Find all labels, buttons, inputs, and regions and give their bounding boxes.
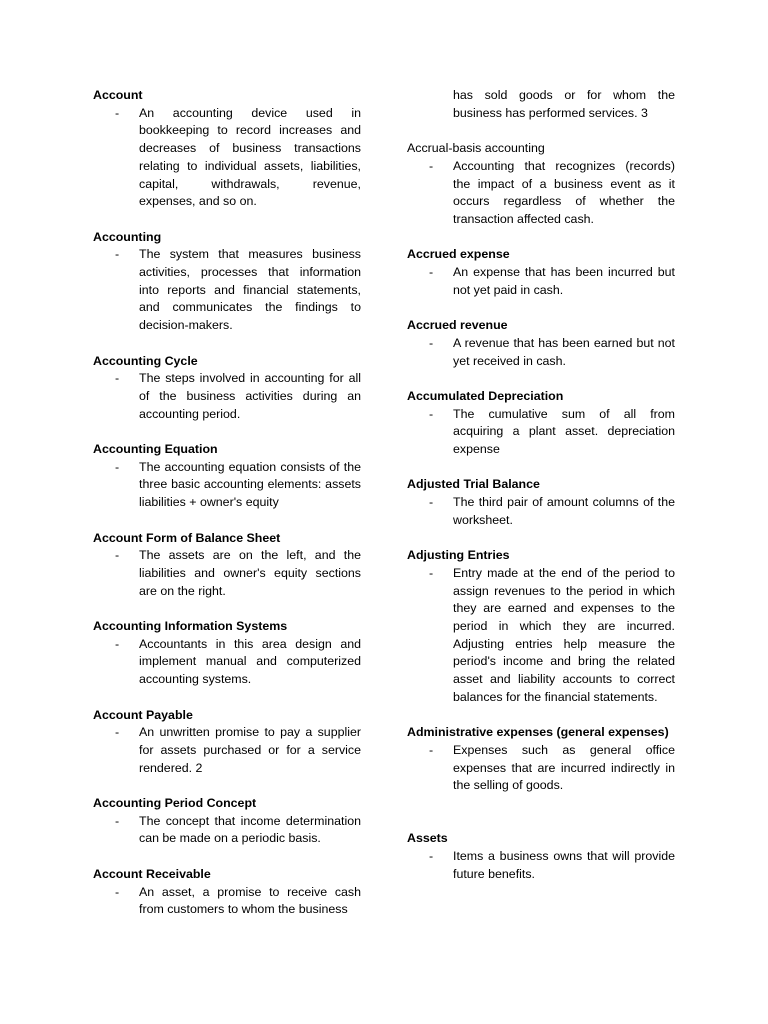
term-heading: Adjusting Entries	[407, 548, 510, 563]
term-heading: Accrued expense	[407, 247, 510, 262]
continued-definition: has sold goods or for whom the business has performed services. 3	[453, 88, 675, 120]
bullet-dash: -	[115, 548, 120, 563]
glossary-entry-adjusting-entries	[407, 547, 675, 706]
glossary-entry-accounting-information-systems	[93, 618, 361, 689]
term-heading: Assets	[407, 831, 448, 846]
glossary-entry-accrued-revenue	[407, 317, 675, 370]
definition-text: Accounting that recognizes (records) the impact of a business event as it occurs regardless of whether the transaction affected cash.	[453, 158, 675, 226]
term-definition	[407, 494, 675, 529]
definition-text: An asset, a promise to receive cash from customers to whom the business	[139, 884, 361, 917]
definition-text: Expenses such as general office expenses that are incurred indirectly in the selling of goods.	[453, 742, 675, 793]
left-column	[93, 87, 361, 937]
definition-text: The system that measures business activities, processes that information into reports and financial statements, and communicates the findings to decision-makers.	[139, 247, 361, 333]
term-definition	[407, 742, 675, 795]
term-definition	[93, 246, 361, 335]
bullet-dash: -	[429, 495, 434, 510]
bullet-dash: -	[429, 335, 434, 350]
term-heading: Accounting Cycle	[93, 353, 198, 368]
glossary-entry-administrative-expenses-general-expenses	[407, 724, 675, 795]
bullet-dash: -	[429, 849, 434, 864]
bullet-dash: -	[429, 565, 434, 580]
glossary-entry-accounting-period-concept	[93, 795, 361, 848]
definition-text: Entry made at the end of the period to assign revenues to the period in which they are earned and expenses to the period in which they are incurred. Adjusting entries help measure the period's income and bring the related asset and liability accounts to correct balances for the financial statements.	[453, 565, 675, 704]
term-definition	[407, 565, 675, 707]
definition-text: The steps involved in accounting for all of the business activities during an accounting period.	[139, 371, 361, 421]
definition-text: An unwritten promise to pay a supplier for assets purchased or for a service rendered. 2	[139, 725, 361, 775]
term-definition	[93, 636, 361, 689]
bullet-dash: -	[115, 725, 120, 740]
term-definition	[93, 370, 361, 423]
glossary-entry-accumulated-depreciation	[407, 388, 675, 459]
glossary-entry-adjusted-trial-balance	[407, 476, 675, 529]
term-definition	[93, 724, 361, 777]
definition-text: An accounting device used in bookkeeping to record increases and decreases of business transactions relating to individual assets, liabilities, capital, withdrawals, revenue, expenses, and so on.	[139, 105, 361, 209]
bullet-dash: -	[429, 406, 434, 421]
term-definition	[407, 335, 675, 370]
definition-text: Accountants in this area design and implement manual and computerized accounting systems.	[139, 636, 361, 687]
bullet-dash: -	[115, 884, 120, 899]
definition-text: A revenue that has been earned but not yet received in cash.	[453, 335, 675, 368]
glossary-entry-account-form-of-balance-sheet	[93, 530, 361, 601]
glossary-entry-accounting-cycle	[93, 353, 361, 424]
term-heading: Accounting	[93, 229, 162, 244]
glossary-entry-accounting-equation	[93, 441, 361, 512]
bullet-dash: -	[429, 742, 434, 757]
term-heading: Accounting Information Systems	[93, 619, 288, 634]
definition-text: The assets are on the left, and the liabilities and owner's equity sections are on the right.	[139, 548, 361, 598]
definition-text: The concept that income determination can be made on a periodic basis.	[139, 813, 361, 846]
term-definition	[93, 459, 361, 512]
term-definition	[93, 547, 361, 600]
term-heading: Account	[93, 88, 143, 102]
bullet-dash: -	[115, 459, 120, 474]
term-heading: Accounting Period Concept	[93, 796, 257, 811]
term-heading: Accounting Equation	[93, 442, 218, 457]
term-heading: Account Payable	[93, 707, 193, 722]
term-heading: Accrued revenue	[407, 318, 508, 333]
definition-text: The accounting equation consists of the three basic accounting elements: assets liabilities + owner's equity	[139, 459, 361, 510]
term-definition	[93, 813, 361, 848]
term-heading: Accumulated Depreciation	[407, 388, 564, 403]
term-heading: Account Receivable	[93, 866, 211, 881]
term-definition	[407, 264, 675, 299]
right-column	[407, 87, 675, 901]
term-definition	[407, 158, 675, 229]
term-definition	[93, 105, 361, 211]
definition-text: Items a business owns that will provide future benefits.	[453, 849, 675, 881]
glossary-entry-accrued-expense	[407, 246, 675, 299]
term-definition	[407, 406, 675, 459]
definition-text: An expense that has been incurred but not yet paid in cash.	[453, 265, 675, 297]
glossary-entry-assets	[407, 830, 675, 883]
term-heading: Adjusted Trial Balance	[407, 477, 540, 492]
bullet-dash: -	[115, 371, 120, 386]
term-definition	[407, 848, 675, 883]
term-heading: Administrative expenses (general expenses)	[407, 725, 669, 740]
glossary-entry-account	[93, 87, 361, 211]
term-heading: Account Form of Balance Sheet	[93, 530, 281, 545]
term-heading: Accrual-basis accounting	[407, 141, 545, 156]
definition-text: The cumulative sum of all from acquiring a plant asset. depreciation expense	[453, 406, 675, 456]
glossary-entry-account-receivable	[93, 866, 361, 919]
bullet-dash: -	[115, 105, 120, 120]
bullet-dash: -	[115, 247, 120, 262]
bullet-dash: -	[115, 636, 120, 651]
spacer	[407, 813, 675, 831]
bullet-dash: -	[429, 265, 434, 279]
glossary-entry-accounting	[93, 229, 361, 335]
term-definition	[93, 884, 361, 919]
glossary-entry-accrual-basis-accounting	[407, 140, 675, 229]
definition-text: The third pair of amount columns of the worksheet.	[453, 495, 675, 527]
bullet-dash: -	[429, 158, 434, 173]
glossary-entry-account-payable	[93, 707, 361, 778]
bullet-dash: -	[115, 813, 120, 828]
